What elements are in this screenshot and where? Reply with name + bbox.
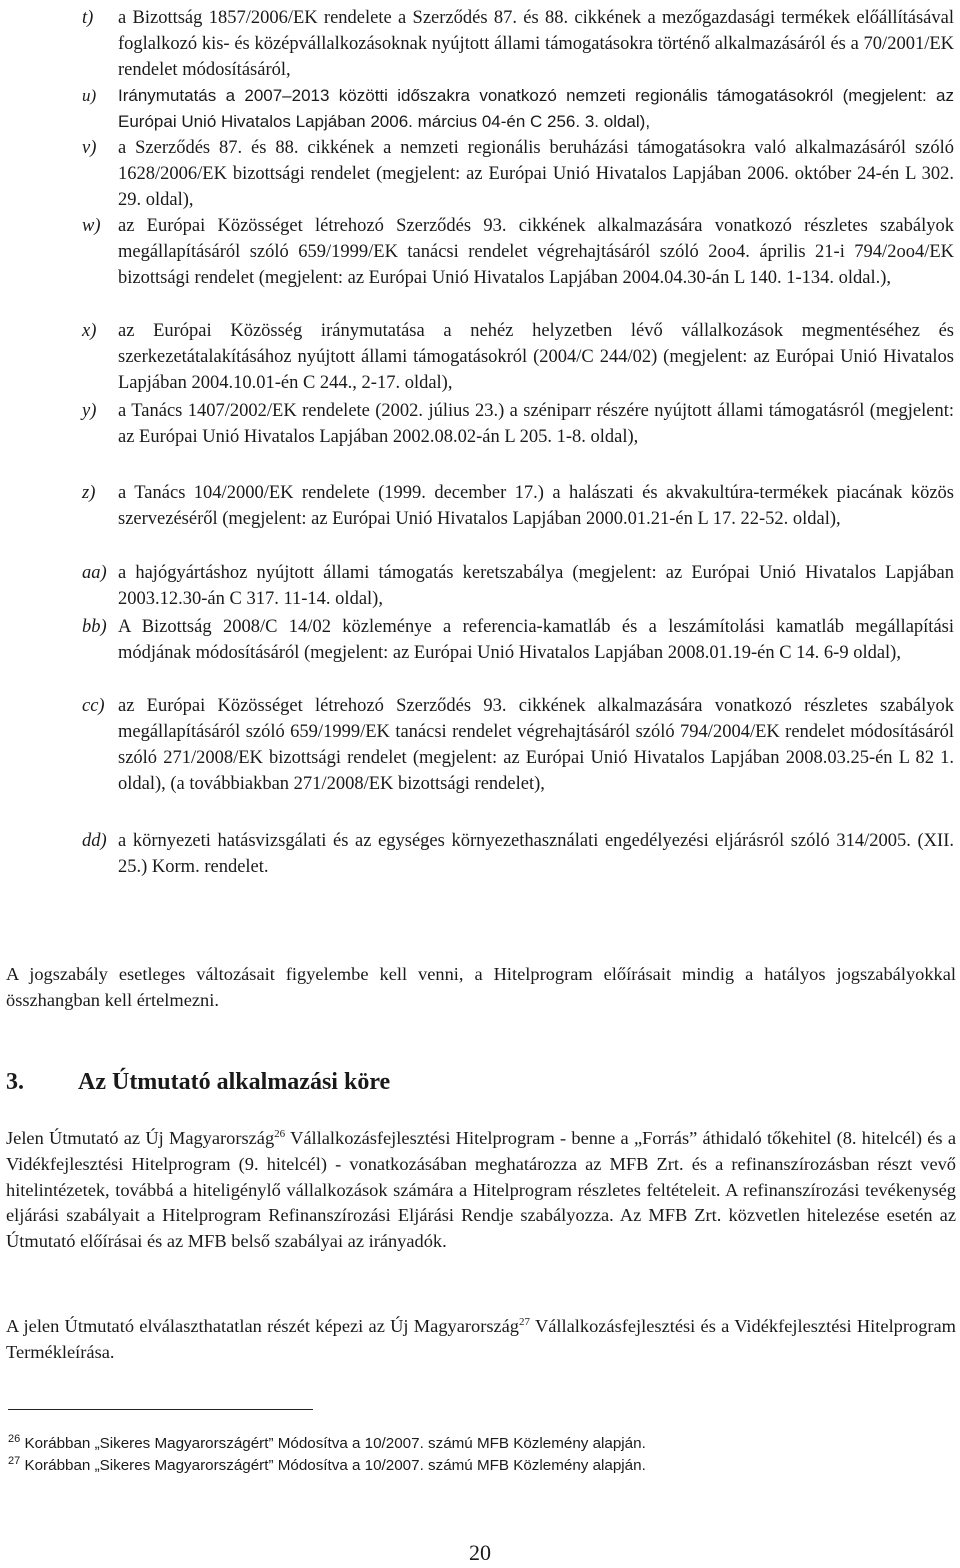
list-item [0,398,960,450]
list-marker: cc) [82,696,105,716]
list-marker: z) [82,483,96,503]
footnote-ref[interactable]: 26 [274,1128,286,1140]
note-paragraph: A jogszabály esetleges változásait figyelembe kell venni, a Hitelprogram előírásait mindig a hatályos jogszabályokkal összhangban kell értelmezni. [6,964,956,1010]
list-item-text: Iránymutatás a 2007–2013 közötti időszakra vonatkozó nemzeti regionális támogatásokról (megjelent: az Európai Unió Hivatalos Lapjában 2006. március 04-én C 256. 3. oldal), [118,86,954,131]
list-item [0,560,960,612]
list-marker: t) [82,8,94,28]
list-marker: x) [82,321,97,341]
list-item [0,135,960,213]
list-item [0,480,960,532]
list-item-text: az Európai Közösség iránymutatása a nehéz helyzetben lévő vállalkozások megmentéséhez és szerkezetátalakításához nyújtott állami támogatásokról (2004/C 244/02) (megjelent: az Európai Unió Hivatalos Lapjában 2004.10.01-én C 244., 2-17. oldal), [118,321,954,393]
list-item-text: A Bizottság 2008/C 14/02 közleménye a referencia-kamatláb és a leszámítolási kamatláb megállapítási módjának módosításáról (megjelent: az Európai Unió Hivatalos Lapjában 2008.01.19-én C 14. 6-9 oldal), [118,617,954,663]
list-marker: bb) [82,617,107,637]
list-item-text: az Európai Közösséget létrehozó Szerződés 93. cikkének alkalmazására vonatkozó részletes szabályok megállapításáról szóló 659/1999/EK tanácsi rendelet végrehajtásáról szóló 2oo4. április 21-i 794/2oo4/EK bizottsági rendelet (megjelent: az Európai Unió Hivatalos Lapjában 2004.04.30-án L 140. 1-134. oldal.), [118,216,954,288]
section-title: Az Útmutató alkalmazási köre [78,1069,391,1095]
list-marker: aa) [82,563,107,583]
page-number: 20 [469,1540,491,1565]
list-marker: w) [82,216,101,236]
list-item [0,83,960,135]
product-description-paragraph: A jelen Útmutató elválaszthatatlan részét képezi az Új Magyarország$^{27}$ Vállalkozásfejlesztési és a Vidékfejlesztési Hitelprogram Termékleírása. [6,1316,956,1362]
list-item-text: a környezeti hatásvizsgálati és az egységes környezethasználati engedélyezési eljárásról szóló 314/2005. (XII. 25.) Korm. rendelet. [118,831,954,877]
list-item-text: a Bizottság 1857/2006/EK rendelete a Szerződés 87. és 88. cikkének a mezőgazdasági termékek előállításával foglalkozó kis- és középvállalkozásoknak nyújtott állami támogatásokra történő alkalmazásáról és a 70/2001/EK rendelet módosításáról, [118,8,954,80]
list-marker: dd) [82,831,107,851]
list-item [0,614,960,666]
list-marker: y) [82,401,97,421]
list-marker: u) [82,86,97,105]
list-item-text: a Tanács 104/2000/EK rendelete (1999. december 17.) a halászati és akvakultúra-termékek piacának közös szervezéséről (megjelent: az Európai Unió Hivatalos Lapjában 2000.01.21-én L 17. 22-52. oldal), [118,483,954,529]
footnote-ref[interactable]: 27 [519,1316,530,1328]
list-item-text: a hajógyártáshoz nyújtott állami támogatás keretszabálya (megjelent: az Európai Unió Hivatalos Lapjában 2003.12.30-án C 317. 11-14. oldal), [118,563,954,609]
list-item [0,318,960,396]
list-item-text: a Tanács 1407/2002/EK rendelete (2002. július 23.) a széniparr részére nyújtott állami támogatásról (megjelent: az Európai Unió Hivatalos Lapjában 2002.08.02-án L 205. 1-8. oldal), [118,401,954,447]
list-item [0,5,960,83]
footnote-divider [8,1409,313,1410]
footnote: $^{26}$ Korábban „Sikeres Magyarországért” Módosítva a 10/2007. számú MFB Közlemény alapján. [8,1433,646,1452]
list-item [0,828,960,880]
list-item [0,213,960,291]
list-item-text: a Szerződés 87. és 88. cikkének a nemzeti regionális beruházási támogatásokra való alkalmazásáról szóló 1628/2006/EK bizottsági rendelet (megjelent: az Európai Unió Hivatalos Lapjában 2006. október 24-én L 302. 29. oldal), [118,138,954,210]
list-marker: v) [82,138,97,158]
list-item-text: az Európai Közösséget létrehozó Szerződés 93. cikkének alkalmazására vonatkozó részletes szabályok megállapításáról szóló 659/1999/EK tanácsi rendelet végrehajtásáról szóló 794/2004/EK rendelet módosításáról szóló 271/2008/EK bizottsági rendelet (megjelent: az Európai Unió Hivatalos Lapjában 2008.03.25-én L 82 1. oldal), (a továbbiakban 271/2008/EK bizottsági rendelet), [118,696,954,794]
footnotes [8,1433,908,1477]
section-heading [6,1067,390,1097]
section-number: 3. [6,1069,24,1095]
footnote: $^{27}$ Korábban „Sikeres Magyarországért” Módosítva a 10/2007. számú MFB Közlemény alapján. [8,1455,646,1474]
list-item [0,693,960,797]
scope-paragraph: Jelen Útmutató az Új Magyarország$^{26}$ Vállalkozásfejlesztési Hitelprogram - benne a „Forrás” áthidaló tőkehitel (8. hitelcél) és a Vidékfejlesztési Hitelprogram (9. hitelcél) - vonatkozásában meghatározza az MFB Zrt. és a refinanszírozásban részt vevő hitelintézetek, továbbá a hiteligénylő vállalkozások számára a Hitelprogram részletes feltételeit. A refinanszírozási tevékenység eljárási szabályait a Hitelprogram Refinanszírozási Eljárási Rendje szabályozza. Az MFB Zrt. közvetlen hitelezése esetén az Útmutató előírásai és az MFB belső szabályai az irányadók. [6,1128,956,1252]
